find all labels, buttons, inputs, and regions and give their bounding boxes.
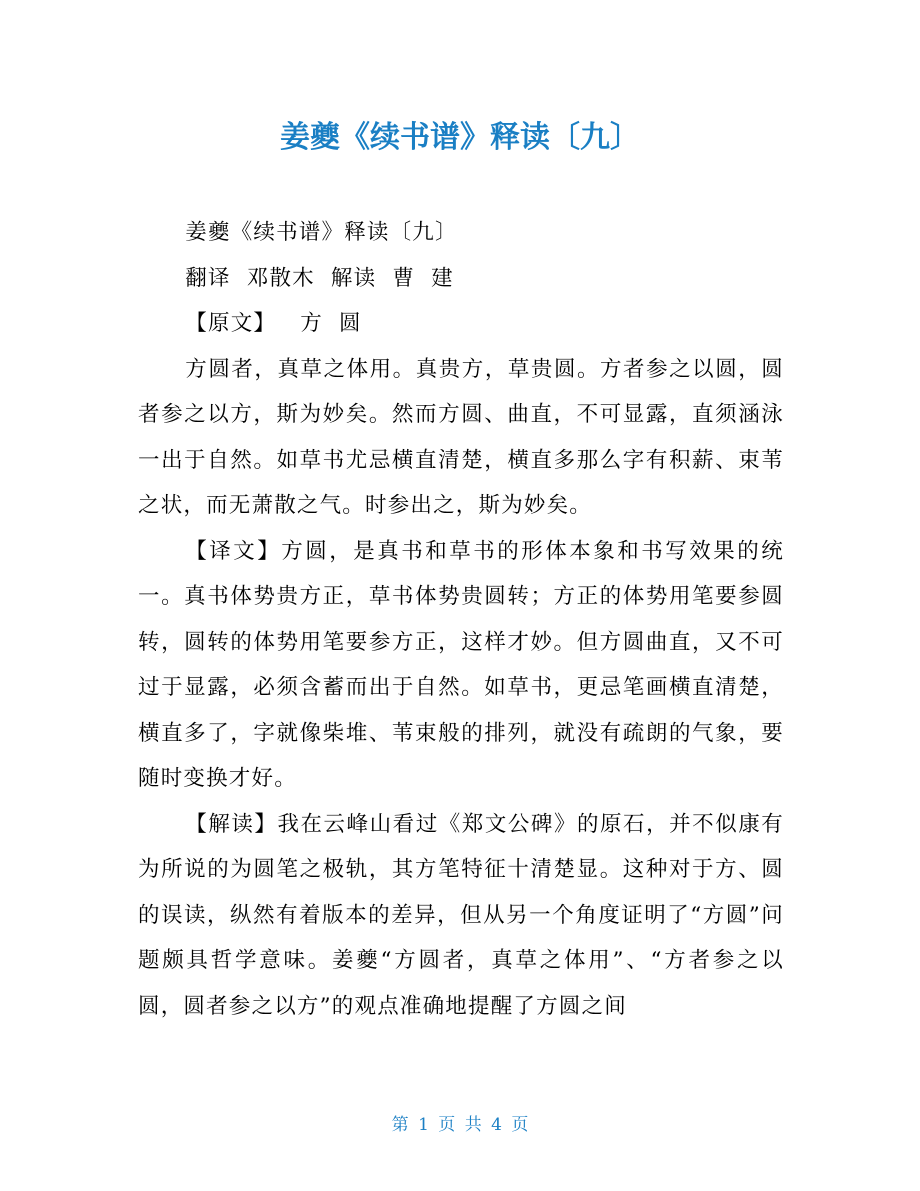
- translation-paragraph: 【译文】方圆，是真书和草书的形体本象和书写效果的统一。真书体势贵方正，草书体势贵圆转；方正的体势用笔要参圆转，圆转的体势用笔要参方正，这样才妙。但方圆曲直，又不可过于显露，必须含蓄而出于自然。如草书，更忌笔画横直清楚，横直多了，字就像柴堆、苇束般的排列，就没有疏朗的气象，要随时变换才好。: [138, 538, 784, 791]
- section-heading-paragraph: 【原文】 方 圆: [185, 311, 362, 336]
- original-text-paragraph: 方圆者，真草之体用。真贵方，草贵圆。方者参之以圆，圆者参之以方，斯为妙矣。然而方圆、曲直，不可显露，直须涵泳一出于自然。如草书尤忌横直清楚，横直多那么字有积薪、束苇之状，而无萧散之气。时参出之，斯为妙矣。: [138, 356, 784, 518]
- page-title: 姜夔《续书谱》释读〔九〕: [280, 120, 640, 155]
- page-footer: 第 1 页 共 4 页: [391, 1115, 529, 1135]
- interpretation-paragraph: 【解读】我在云峰山看过《郑文公碑》的原石，并不似康有为所说的为圆笔之极轨，其方笔特征十清楚显。这种对于方、圆的误读，纵然有着版本的差异，但从另一个角度证明了“方圆”问题颇具哲学意味。姜夔“方圆者，真草之体用”、“方者参之以圆，圆者参之以方”的观点准确地提醒了方圆之间: [138, 811, 784, 1019]
- subtitle-paragraph: 姜夔《续书谱》释读〔九〕: [185, 220, 458, 245]
- author-credit-paragraph: 翻译 邓散木 解读 曹 建: [185, 265, 454, 291]
- document-body: [138, 210, 784, 1029]
